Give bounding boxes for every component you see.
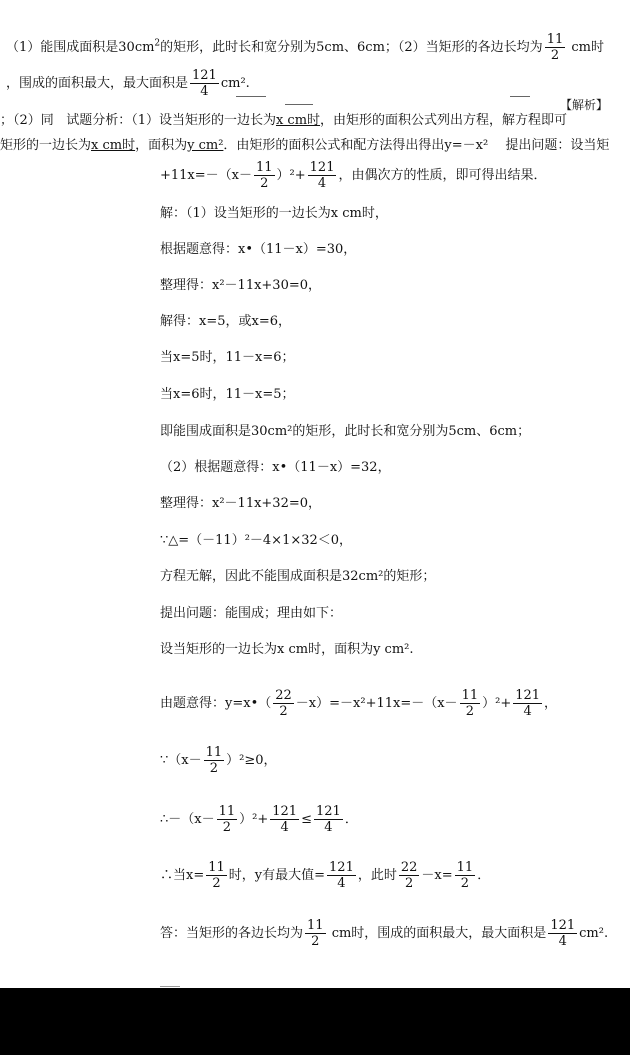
solution-line-15 [160, 745, 277, 776]
analysis-line-1 [0, 113, 567, 129]
solution-line: 即能围成面积是30cm²的矩形，此时长和宽分别为5cm、6cm； [160, 424, 531, 439]
solution-text: ∴－（x－ [160, 812, 215, 827]
solution-text: cm时，围成的面积最大，最大面积是 [327, 926, 547, 941]
numerator: 121 [329, 860, 354, 875]
numerator: 11 [208, 860, 225, 875]
denominator: 2 [222, 820, 232, 835]
solution-line: 当x=6时，11－x=5； [160, 387, 295, 402]
analysis-text: ，由矩形的面积公式列出方程，解方程即可 [320, 113, 568, 128]
solution-line: 解得：x=5，或x=6， [160, 314, 291, 329]
numerator: 11 [307, 918, 324, 933]
solution-line-16 [160, 804, 358, 835]
analysis-text: +11x=－（x－ [160, 168, 252, 183]
numerator: 121 [192, 68, 217, 83]
numerator: 121 [272, 804, 298, 819]
fraction-121-4 [190, 68, 219, 99]
fraction-121-4 [270, 804, 299, 835]
denominator: 2 [460, 876, 470, 891]
solution-text: ， [544, 696, 558, 711]
solution-text: ）²+ [482, 696, 512, 711]
solution-line: 方程无解，因此不能围成面积是32cm²的矩形； [160, 569, 436, 584]
solution-text: 时，y有最大值= [228, 868, 326, 883]
denominator: 2 [405, 876, 414, 891]
numerator: 121 [550, 918, 576, 933]
divider [510, 96, 530, 97]
denominator: 4 [200, 84, 209, 99]
denominator: 4 [558, 934, 567, 949]
solution-text: 由题意得：y=x•（ [160, 696, 272, 711]
denominator: 2 [550, 48, 560, 63]
analysis-text: ；（2）同 [0, 113, 54, 128]
analysis-text: ，由偶次方的性质，即可得出结果． [338, 168, 547, 183]
solution-text: ）²+ [239, 812, 269, 827]
numerator: 11 [218, 804, 236, 819]
fraction-11-2 [217, 804, 238, 835]
numerator: 22 [400, 860, 418, 875]
answer-line-2 [6, 68, 250, 99]
fraction-22-2 [399, 860, 420, 891]
divider [160, 986, 180, 987]
denominator: 4 [280, 820, 289, 835]
analysis-text: x cm时 [91, 138, 136, 153]
analysis-tag: 【解析】 [559, 98, 608, 112]
answer-text: 的矩形，此时长和宽分别为5cm、6cm；（2）当矩形的各边长均为 [160, 40, 543, 55]
fraction-121-4 [548, 918, 577, 949]
solution-text: ）²≥0， [226, 753, 277, 768]
numerator: 11 [456, 860, 474, 875]
divider [236, 96, 266, 97]
numerator: 121 [515, 688, 541, 703]
divider [285, 104, 313, 105]
denominator: 4 [523, 704, 532, 719]
solution-text: 答：当矩形的各边长均为 [160, 926, 304, 941]
solution-line: （2）根据题意得：x•（11－x）=32， [160, 460, 391, 475]
fraction-121-4 [314, 804, 343, 835]
solution-line: 设当矩形的一边长为x cm时，面积为y cm². [160, 642, 414, 657]
solution-line-14 [160, 688, 557, 719]
fraction-22-2 [273, 688, 294, 719]
analysis-text: ，面积为 [135, 138, 188, 153]
solution-answer-line [160, 918, 608, 949]
fraction-11-2 [204, 745, 225, 776]
answer-line-1 [6, 32, 604, 63]
solution-line: 提出问题：能围成；理由如下： [160, 606, 343, 621]
denominator: 2 [212, 876, 221, 891]
solution-line: 根据题意得：x•（11－x）=30， [160, 242, 357, 257]
analysis-line-2 [0, 138, 609, 154]
numerator: 11 [461, 688, 479, 703]
solution-line: ∵△=（－11）²－4×1×32＜0， [160, 533, 353, 548]
denominator: 2 [260, 176, 269, 191]
solution-text: cm². [579, 926, 609, 941]
solution-text: ∵（x－ [160, 753, 202, 768]
solution-text: －x）=－x²+11x=－（x－ [295, 696, 458, 711]
solution-text: －x= [421, 868, 453, 883]
solution-text: ． [477, 868, 491, 883]
solution-line: 整理得：x²－11x+30=0， [160, 278, 322, 293]
analysis-line-3 [160, 160, 547, 191]
solution-line: 当x=5时，11－x=6； [160, 350, 295, 365]
solution-text: ． [344, 812, 358, 827]
black-footer-band [0, 988, 630, 1055]
answer-text: （1）能围成面积是30cm [6, 40, 155, 55]
fraction-11-2 [254, 160, 275, 191]
solution-text: ≤ [301, 812, 312, 827]
numerator: 121 [316, 804, 341, 819]
fraction-121-4 [327, 860, 356, 891]
analysis-text: y cm² [187, 138, 224, 153]
fraction-121-4 [513, 688, 542, 719]
denominator: 2 [279, 704, 288, 719]
solution-line: 解：（1）设当矩形的一边长为x cm时， [160, 206, 388, 221]
analysis-text: ）²+ [276, 168, 306, 183]
denominator: 2 [465, 704, 474, 719]
fraction-121-4 [308, 160, 337, 191]
answer-text: cm². [220, 76, 250, 91]
denominator: 4 [324, 820, 333, 835]
fraction-11-2 [545, 32, 566, 63]
denominator: 4 [337, 876, 346, 891]
solution-text: ∴当x= [160, 868, 205, 883]
analysis-text: 矩形的一边长为 [0, 138, 92, 153]
fraction-11-2 [206, 860, 227, 891]
numerator: 11 [546, 32, 564, 47]
fraction-11-2 [460, 688, 481, 719]
sup: 2 [154, 38, 161, 49]
numerator: 11 [256, 160, 273, 175]
denominator: 4 [317, 176, 327, 191]
solution-text: ，此时 [357, 868, 397, 883]
solution-line: 整理得：x²－11x+32=0， [160, 496, 322, 511]
numerator: 11 [205, 745, 223, 760]
answer-text: ，围成的面积最大，最大面积是 [6, 76, 189, 91]
numerator: 121 [309, 160, 335, 175]
fraction-11-2 [305, 918, 326, 949]
denominator: 2 [209, 761, 219, 776]
fraction-11-2 [455, 860, 476, 891]
analysis-text: x cm时 [275, 113, 321, 128]
analysis-text: ．由矩形的面积公式和配方法得出得出y=－x² 提出问题：设当矩 [223, 138, 610, 153]
analysis-text: 试题分析：（1）设当矩形的一边长为 [66, 113, 276, 128]
denominator: 2 [311, 934, 320, 949]
numerator: 22 [275, 688, 292, 703]
answer-text: cm时 [567, 40, 604, 55]
solution-line-17 [160, 860, 490, 891]
